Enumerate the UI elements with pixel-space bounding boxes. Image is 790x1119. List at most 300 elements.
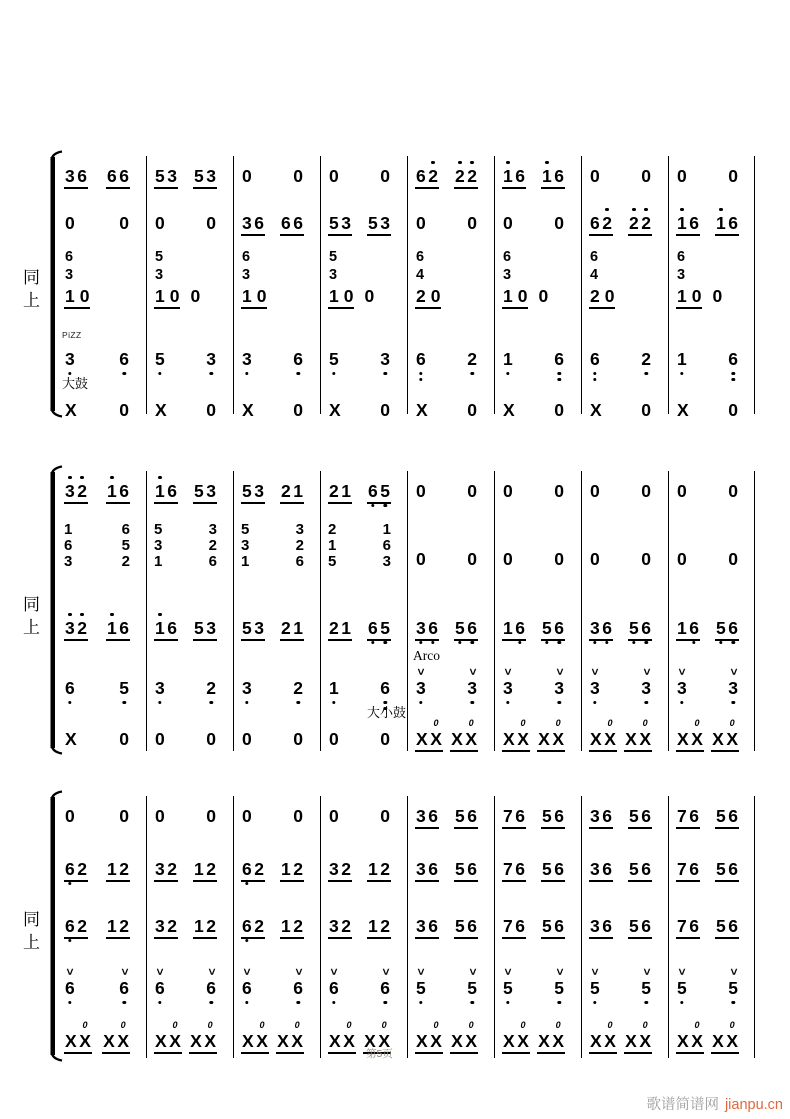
beamed-note-group [328, 471, 352, 504]
pitch-note [380, 471, 390, 501]
octave-dot [719, 208, 722, 211]
open-circle-icon: 0 [468, 1020, 474, 1030]
note-digit: 0 [677, 549, 687, 569]
note-group [328, 250, 338, 268]
note-group [502, 268, 512, 286]
rest-note [728, 391, 738, 420]
note-group [118, 796, 130, 829]
octave-dot-above [719, 203, 722, 213]
pitch-note [242, 286, 252, 306]
pitch-note [204, 965, 219, 998]
note-digit: 1 [329, 286, 339, 306]
note-digit: 2 [206, 678, 216, 698]
note-digit: 3 [677, 267, 686, 283]
note-group [64, 665, 76, 701]
pitch-note [119, 608, 129, 638]
note-digit: 6 [65, 859, 75, 879]
note-digit: 2 [206, 859, 216, 879]
measure [668, 203, 755, 236]
note-digit: 3 [554, 678, 564, 698]
open-circle-icon: 0 [729, 718, 735, 728]
beat-row [146, 522, 233, 570]
note-digit: 3 [254, 618, 264, 638]
drum-hit-note [329, 1022, 341, 1051]
pitch-note [689, 608, 699, 638]
pitch-note [515, 849, 525, 879]
octave-dot [209, 701, 212, 704]
note-digit: 0 [206, 400, 216, 420]
pitch-note [677, 849, 687, 879]
octave-dot [557, 641, 560, 644]
pitch-note [728, 796, 738, 826]
note-digit: X [242, 1031, 254, 1051]
drum-hit-note [329, 391, 341, 420]
pitch-note [206, 906, 216, 936]
beat-row [581, 665, 668, 701]
note-digit: 6 [554, 349, 564, 369]
open-circle-icon: 0 [346, 1020, 352, 1030]
measure [668, 720, 755, 752]
note-group [466, 665, 478, 701]
pitch-note [728, 203, 738, 233]
note-digit: X [677, 400, 689, 420]
octave-dot-below [506, 1001, 509, 1004]
note-group [640, 549, 652, 572]
octave-dot [332, 372, 335, 375]
side-label-char: 上 [23, 291, 40, 311]
note-group [241, 268, 251, 286]
chord-note: 5 [121, 537, 130, 554]
pitch-note [416, 250, 424, 265]
pitch-note [515, 906, 525, 936]
note-digit: 3 [590, 678, 600, 698]
note-group [727, 665, 739, 701]
chord-note: 5 [241, 521, 250, 538]
note-digit: 2 [77, 481, 87, 501]
beat-row [668, 549, 755, 572]
notation-lines [56, 150, 755, 423]
octave-dot [332, 1001, 335, 1004]
measure [146, 720, 233, 752]
measure [56, 906, 146, 939]
beat-row [668, 665, 755, 701]
octave-dot-below [209, 701, 212, 704]
drum-hit-note [503, 1022, 515, 1051]
beat-row [581, 796, 668, 829]
rest-note [329, 720, 339, 749]
note-digit: 3 [416, 806, 426, 826]
measure [56, 156, 146, 189]
octave-dot-below [332, 372, 335, 375]
beamed-note-group [502, 720, 530, 752]
beamed-note-group [450, 1022, 478, 1054]
note-digit: 0 [641, 166, 651, 186]
note-digit: X [155, 400, 167, 420]
beamed-note-group [193, 608, 217, 641]
beat-row [494, 906, 581, 939]
measure [56, 665, 146, 701]
pitch-note [641, 608, 651, 638]
note-digit: 3 [242, 267, 251, 283]
pitch-note [552, 665, 567, 698]
pitch-note [206, 608, 216, 638]
rest-note [641, 391, 651, 420]
pitch-note [455, 608, 465, 638]
articulation-label: PiZZ [62, 330, 82, 340]
beat-row [581, 906, 668, 939]
octave-dot [680, 701, 683, 704]
drum-hit-note [117, 1022, 129, 1051]
pitch-note [465, 965, 480, 998]
note-digit: 6 [515, 859, 525, 879]
rest-note [170, 286, 180, 306]
note-group [328, 391, 342, 423]
note-digit: 0 [467, 400, 477, 420]
note-digit: 3 [380, 349, 390, 369]
beat-row [146, 268, 233, 286]
open-circle-icon: 0 [468, 718, 474, 728]
pitch-note [590, 250, 598, 265]
beamed-note-group [154, 1022, 182, 1054]
note-digit: X [190, 1031, 202, 1051]
note-digit: 6 [65, 916, 75, 936]
note-group [502, 549, 514, 572]
pitch-note [689, 203, 699, 233]
note-group [379, 391, 391, 423]
note-digit: 0 [343, 286, 354, 306]
pitch-note [455, 849, 465, 879]
pitch-note [677, 906, 687, 936]
note-group [415, 268, 425, 286]
pitch-note [119, 906, 129, 936]
octave-dot [458, 161, 461, 164]
pitch-note [281, 849, 291, 879]
note-digit: 5 [554, 978, 564, 998]
open-circle-icon: 0 [433, 1020, 439, 1030]
pitch-note [119, 849, 129, 879]
beat-row [581, 286, 668, 309]
note-digit: 6 [467, 916, 477, 936]
note-digit: 2 [641, 349, 651, 369]
pitch-note [281, 608, 291, 638]
accent-icon: > [204, 967, 219, 976]
note-group [205, 720, 217, 752]
open-circle-icon: 0 [694, 1020, 700, 1030]
pitch-note [155, 268, 163, 283]
pitch-note [728, 339, 738, 369]
measure [494, 906, 581, 939]
drum-hit-note [517, 1022, 529, 1051]
octave-dot [680, 372, 683, 375]
note-digit: 0 [590, 166, 600, 186]
note-digit: 0 [380, 806, 390, 826]
note-digit: 6 [416, 349, 426, 369]
octave-dot [731, 701, 734, 704]
watermark-site-link[interactable]: jianpu.cn [724, 1097, 783, 1113]
rest-note [431, 286, 441, 306]
measure [320, 156, 407, 189]
chord-note: 2 [328, 521, 337, 538]
beat-row [56, 250, 146, 268]
note-digit: 6 [602, 806, 612, 826]
note-digit: 6 [242, 978, 252, 998]
pitch-note [590, 608, 600, 638]
octave-dot-below [644, 641, 647, 644]
note-group [676, 268, 686, 286]
note-group [292, 156, 304, 189]
octave-dot [731, 372, 734, 375]
pitch-note [65, 250, 73, 265]
measure [320, 1022, 407, 1054]
pitch-note [293, 849, 303, 879]
measure [233, 796, 320, 829]
pitch-note [155, 286, 165, 306]
pitch-note [378, 965, 393, 998]
beamed-note-group [102, 1022, 130, 1054]
note-group [676, 965, 688, 1001]
rest-note [190, 286, 200, 306]
note-digit: 0 [329, 806, 339, 826]
pitch-note [629, 906, 639, 936]
octave-dot-below [419, 1001, 422, 1004]
pitch-note [206, 471, 216, 501]
note-digit: 6 [428, 859, 438, 879]
note-digit: 3 [503, 267, 512, 283]
rest-note [605, 286, 615, 306]
note-digit: 6 [119, 481, 129, 501]
note-digit: 3 [242, 213, 252, 233]
note-digit: X [364, 1031, 376, 1051]
rest-note [329, 796, 339, 826]
note-digit: 6 [293, 213, 303, 233]
beamed-note-group [454, 849, 478, 882]
drum-hit-note [416, 391, 428, 420]
beat-row [407, 268, 494, 286]
octave-dot-below [518, 641, 521, 644]
note-digit: 2 [77, 916, 87, 936]
pitch-note [107, 608, 117, 638]
note-group [502, 665, 514, 701]
pitch-note [206, 665, 216, 698]
note-digit: 5 [155, 166, 165, 186]
pitch-note [726, 665, 741, 698]
note-group [241, 250, 251, 268]
beat-row [233, 849, 320, 882]
beamed-note-group [328, 608, 352, 641]
note-digit: 6 [554, 806, 564, 826]
pitch-note [194, 906, 204, 936]
octave-dot [593, 1001, 596, 1004]
note-digit: 6 [689, 618, 699, 638]
beat-row [56, 203, 146, 236]
octave-dot-below [296, 1001, 299, 1004]
pitch-note [416, 339, 426, 369]
octave-dot [245, 701, 248, 704]
pitch-note [677, 250, 685, 265]
note-group [205, 203, 217, 236]
note-digit: 1 [368, 916, 378, 936]
rest-note [80, 286, 90, 306]
rest-note [242, 156, 252, 186]
note-digit: 6 [242, 859, 252, 879]
note-digit: 0 [641, 400, 651, 420]
accent-icon: > [588, 967, 603, 976]
beamed-note-group [241, 471, 265, 504]
beat-row [56, 339, 146, 372]
rest-note [467, 203, 477, 233]
note-digit: X [517, 729, 529, 749]
measure [581, 720, 668, 752]
beat-row [56, 665, 146, 701]
note-digit: 1 [503, 166, 513, 186]
beat-row [146, 471, 233, 504]
note-group [727, 391, 739, 423]
measure [320, 203, 407, 236]
measure [494, 471, 581, 504]
pitch-note [240, 965, 255, 998]
note-digit: X [416, 1031, 428, 1051]
notation-line-harmony-chords [56, 522, 755, 572]
drum-hit-note [451, 1022, 463, 1051]
beat-row [233, 156, 320, 189]
measure [233, 965, 320, 1001]
notation-line-bass-drum [56, 376, 755, 423]
octave-dot-below [209, 1001, 212, 1004]
note-group [292, 665, 304, 701]
beat-row [56, 849, 146, 882]
octave-dot [731, 1001, 734, 1004]
octave-dot-above [68, 608, 71, 618]
octave-dot [470, 161, 473, 164]
octave-dot-below [122, 372, 125, 375]
note-digit: 3 [329, 859, 339, 879]
note-digit: 1 [503, 286, 513, 306]
measure [407, 720, 494, 752]
chord-note: 6 [64, 537, 73, 554]
rest-note [416, 549, 426, 569]
beat-row [320, 796, 407, 829]
note-digit: 3 [65, 267, 74, 283]
rest-note [344, 286, 354, 306]
chord-note: 5 [154, 521, 163, 538]
note-digit: X [625, 729, 637, 749]
beat-row [407, 156, 494, 189]
measure [320, 906, 407, 939]
beamed-note-group [454, 796, 478, 829]
pitch-note [428, 796, 438, 826]
measure [581, 849, 668, 882]
note-digit: 6 [554, 618, 564, 638]
octave-dot-below [506, 701, 509, 704]
note-group [189, 286, 201, 309]
note-digit: 1 [503, 349, 513, 369]
measure [146, 608, 233, 641]
pitch-note [515, 156, 525, 186]
note-digit: 2 [167, 859, 177, 879]
drum-hit-note [430, 1022, 442, 1051]
rest-note [380, 391, 390, 420]
pitch-note [554, 156, 564, 186]
pitch-note [341, 906, 351, 936]
octave-dot [470, 1001, 473, 1004]
chord-note: 3 [208, 521, 217, 538]
beamed-note-group [367, 203, 391, 236]
beat-row [668, 339, 755, 372]
rest-note [206, 391, 216, 420]
note-digit: 5 [716, 618, 726, 638]
note-digit: 2 [167, 916, 177, 936]
accent-icon: > [588, 667, 603, 676]
note-digit: 5 [329, 349, 339, 369]
pitch-note [416, 849, 426, 879]
octave-dot [68, 372, 71, 375]
pitch-note [503, 268, 511, 283]
measure [56, 471, 146, 504]
pitch-note [293, 665, 303, 698]
octave-dot [419, 378, 422, 381]
rest-note [712, 286, 722, 306]
note-group [118, 339, 130, 372]
note-digit: 3 [416, 916, 426, 936]
note-group [292, 391, 304, 423]
note-digit: 0 [364, 286, 375, 306]
rest-note [641, 549, 651, 569]
measure [320, 705, 407, 752]
note-digit: 3 [155, 678, 165, 698]
measure [56, 965, 146, 1001]
note-digit: 0 [712, 286, 723, 306]
note-digit: 6 [554, 916, 564, 936]
beat-row [494, 471, 581, 504]
note-digit: 0 [691, 286, 702, 306]
measure [146, 391, 233, 423]
octave-dot-below [419, 641, 422, 644]
pitch-note [467, 906, 477, 936]
pitch-note [119, 471, 129, 501]
note-group [328, 965, 340, 1001]
pitch-note [155, 906, 165, 936]
note-group [154, 250, 164, 268]
note-digit: 6 [728, 916, 738, 936]
note-group [676, 549, 688, 572]
beamed-note-group [628, 906, 652, 939]
beat-row [56, 906, 146, 939]
octave-dot-below [644, 372, 647, 375]
note-group [328, 796, 340, 829]
pitch-note [155, 471, 165, 501]
pitch-note [119, 665, 129, 698]
note-group [292, 339, 304, 372]
note-digit: 6 [206, 978, 216, 998]
measure [407, 1022, 494, 1054]
pitch-note [588, 965, 603, 998]
beat-row [581, 1022, 668, 1054]
note-group [379, 156, 391, 189]
pitch-note [677, 608, 687, 638]
drum-hit-note [712, 720, 724, 749]
note-digit: X [552, 1031, 564, 1051]
pitch-note [414, 665, 429, 698]
beat-row [581, 608, 668, 641]
drum-hit-note [677, 1022, 689, 1051]
octave-dot-below [122, 1001, 125, 1004]
pitch-note [515, 608, 525, 638]
notation-line-bowed-bass [56, 648, 755, 701]
beat-row [146, 156, 233, 189]
octave-dot-below [470, 1001, 473, 1004]
note-group [205, 391, 217, 423]
pitch-note [629, 796, 639, 826]
